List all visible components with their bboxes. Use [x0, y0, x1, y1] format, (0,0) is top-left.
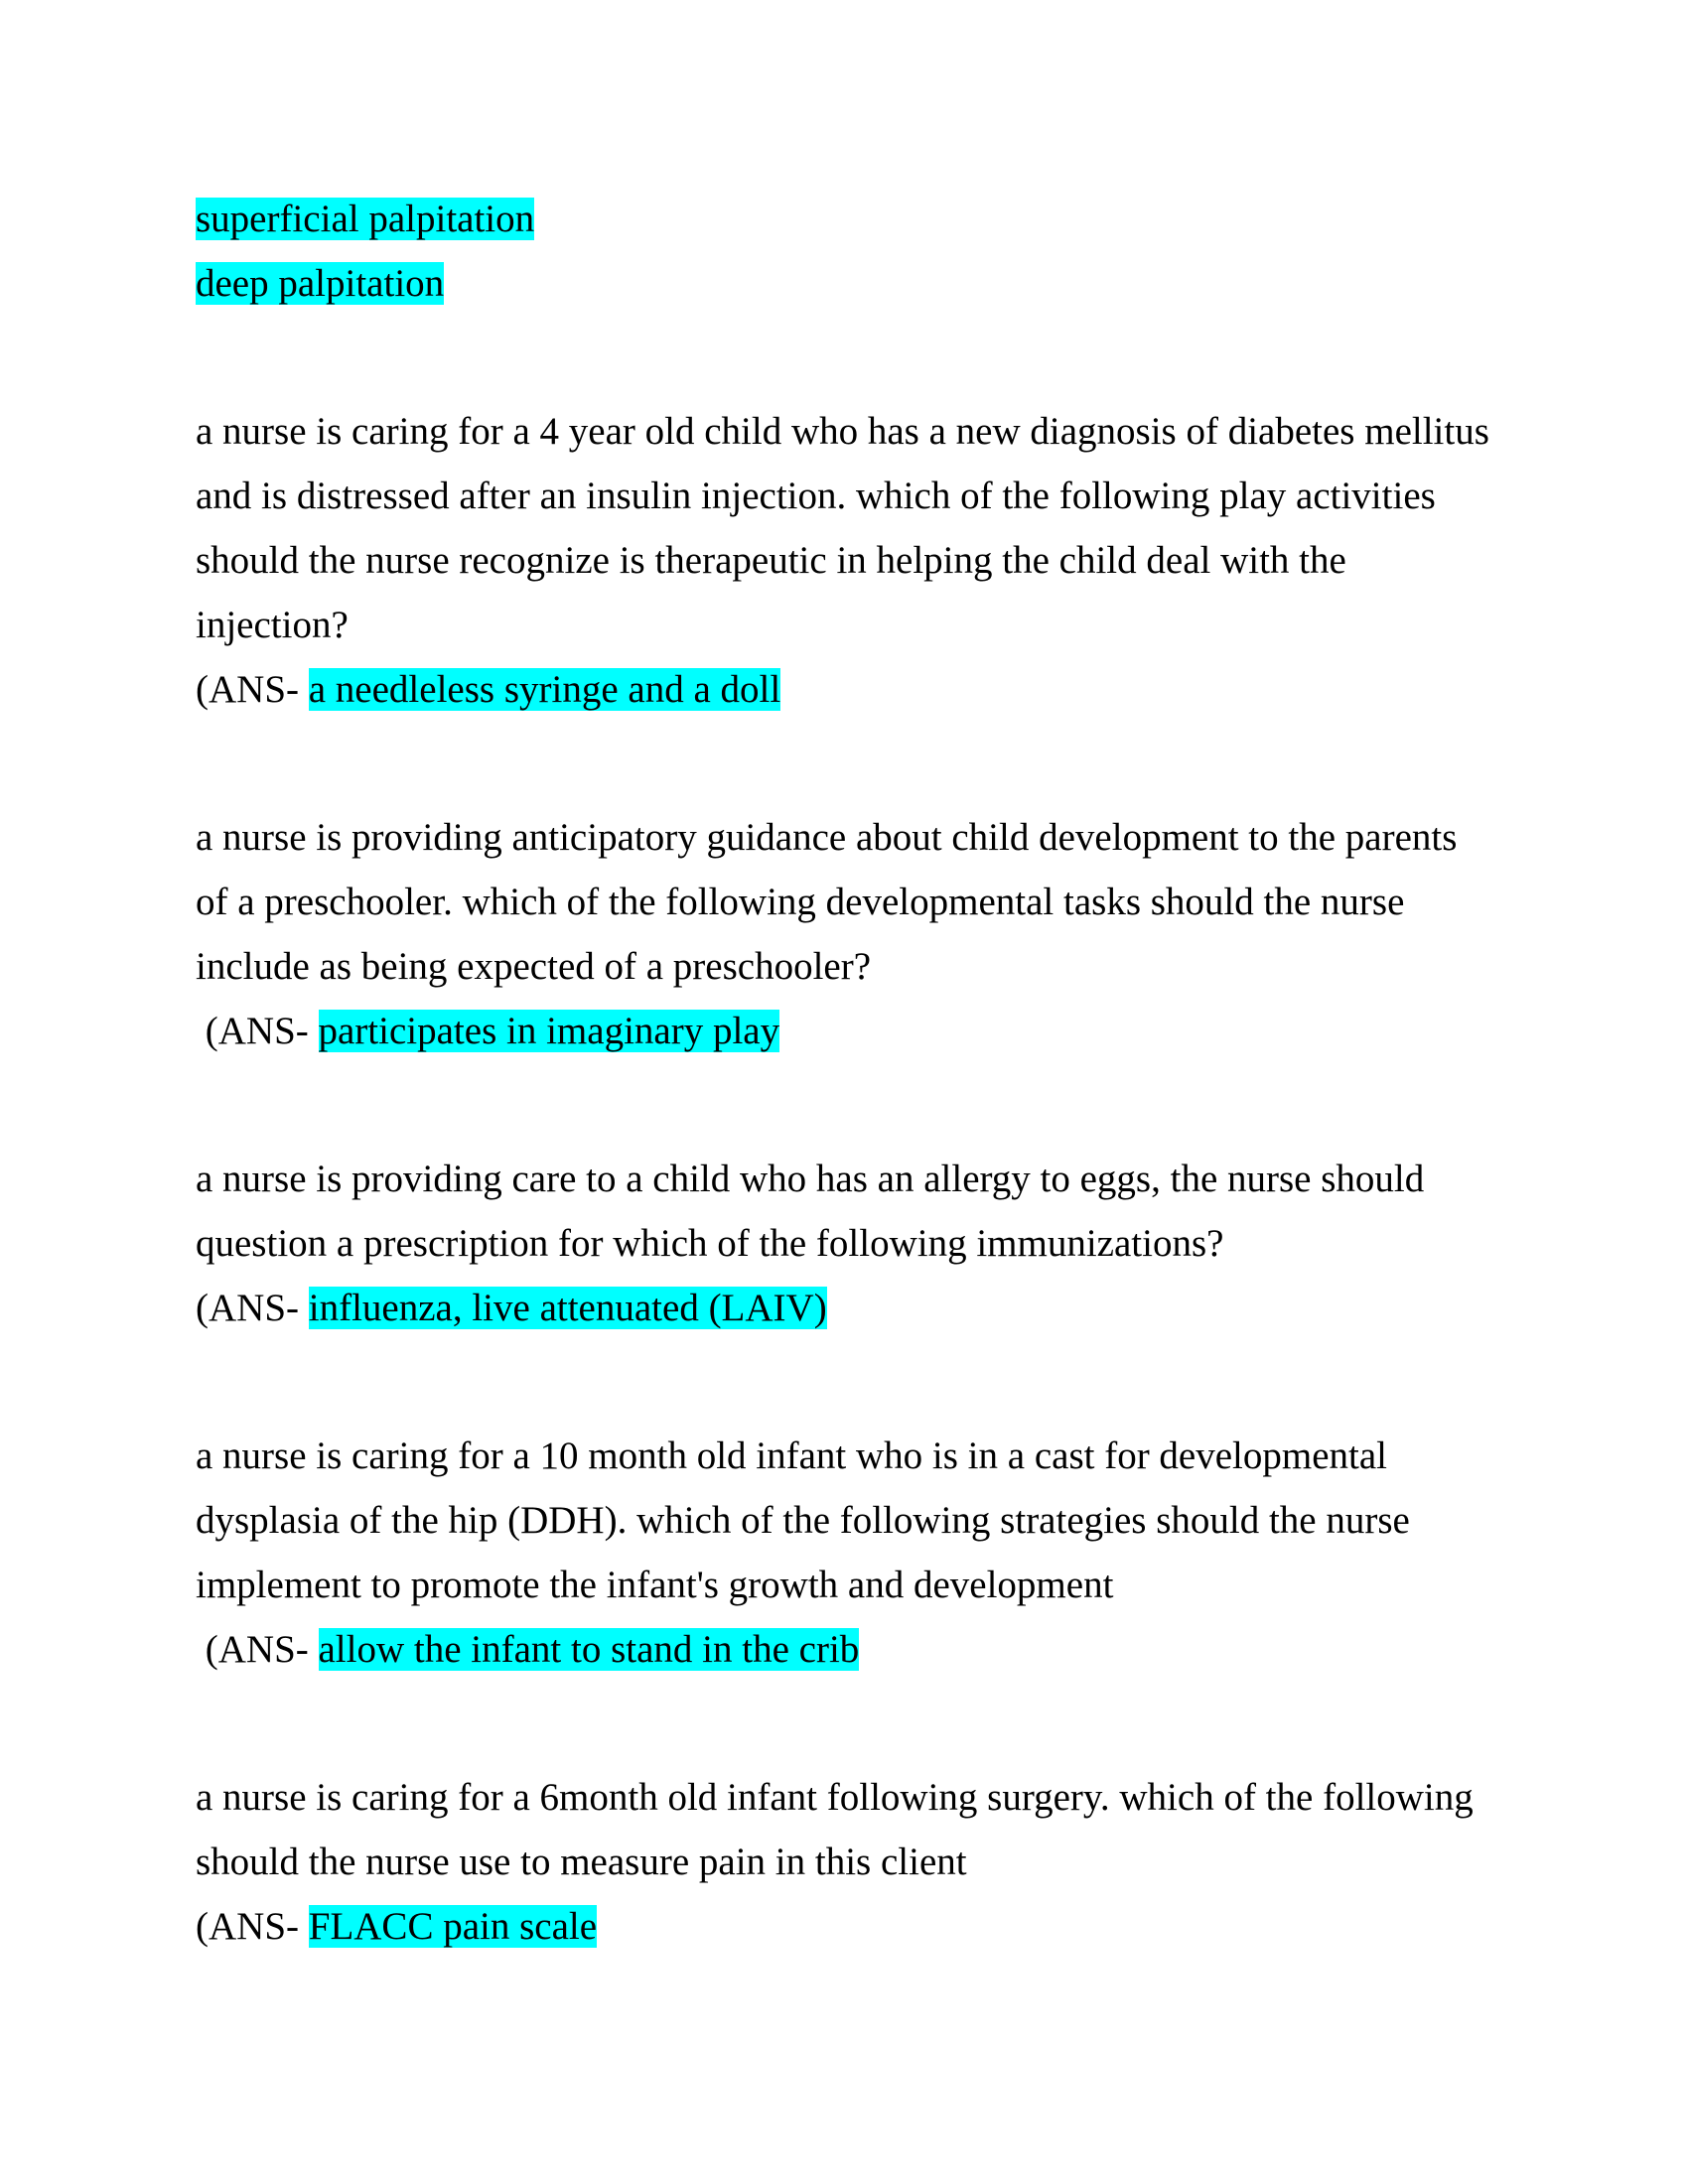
- answer-highlight: influenza, live attenuated (LAIV): [308, 1287, 827, 1329]
- term-line: [196, 187, 1539, 251]
- answer-highlight: allow the infant to stand in the crib: [318, 1628, 860, 1671]
- question-line: should the nurse recognize is therapeutic in helping the child deal with the: [196, 539, 1346, 582]
- answer-prefix: (ANS-: [196, 668, 309, 711]
- question-line: dysplasia of the hip (DDH). which of the following strategies should the nurse: [196, 1499, 1410, 1542]
- answer-prefix: (ANS-: [196, 1010, 319, 1052]
- question-block: [196, 805, 1539, 1063]
- answer-highlight: participates in imaginary play: [318, 1010, 780, 1052]
- answer-line: [196, 1617, 1539, 1682]
- answer-line: [196, 1276, 1539, 1340]
- answer-line: [196, 1894, 1539, 1959]
- question-line: include as being expected of a preschooler?: [196, 945, 872, 988]
- question-block: [196, 1765, 1539, 1959]
- highlighted-term: superficial palpitation: [196, 198, 535, 240]
- answer-highlight: a needleless syringe and a doll: [308, 668, 781, 711]
- answer-prefix: (ANS-: [196, 1905, 309, 1948]
- question-block: [196, 1424, 1539, 1682]
- answer-prefix: (ANS-: [196, 1287, 309, 1329]
- question-line: a nurse is caring for a 4 year old child who has a new diagnosis of diabetes mellitus: [196, 410, 1489, 453]
- question-line: implement to promote the infant's growth and development: [196, 1564, 1114, 1606]
- question-line: of a preschooler. which of the following developmental tasks should the nurse: [196, 881, 1405, 923]
- question-line: injection?: [196, 604, 349, 646]
- highlighted-term: deep palpitation: [196, 262, 445, 305]
- question-block: [196, 1147, 1539, 1340]
- question-line: should the nurse use to measure pain in this client: [196, 1841, 967, 1883]
- question-block: [196, 399, 1539, 722]
- term-line: [196, 251, 1539, 316]
- question-line: a nurse is providing care to a child who has an allergy to eggs, the nurse should: [196, 1158, 1425, 1200]
- term-list: [196, 187, 1539, 316]
- question-line: a nurse is caring for a 6month old infant following surgery. which of the following: [196, 1776, 1474, 1819]
- answer-line: [196, 657, 1539, 722]
- question-line: a nurse is providing anticipatory guidance about child development to the parents: [196, 816, 1458, 859]
- answer-line: [196, 999, 1539, 1063]
- question-line: a nurse is caring for a 10 month old infant who is in a cast for developmental: [196, 1434, 1388, 1477]
- question-line: and is distressed after an insulin injection. which of the following play activities: [196, 475, 1436, 517]
- answer-highlight: FLACC pain scale: [308, 1905, 598, 1948]
- question-line: question a prescription for which of the following immunizations?: [196, 1222, 1224, 1265]
- answer-prefix: (ANS-: [196, 1628, 319, 1671]
